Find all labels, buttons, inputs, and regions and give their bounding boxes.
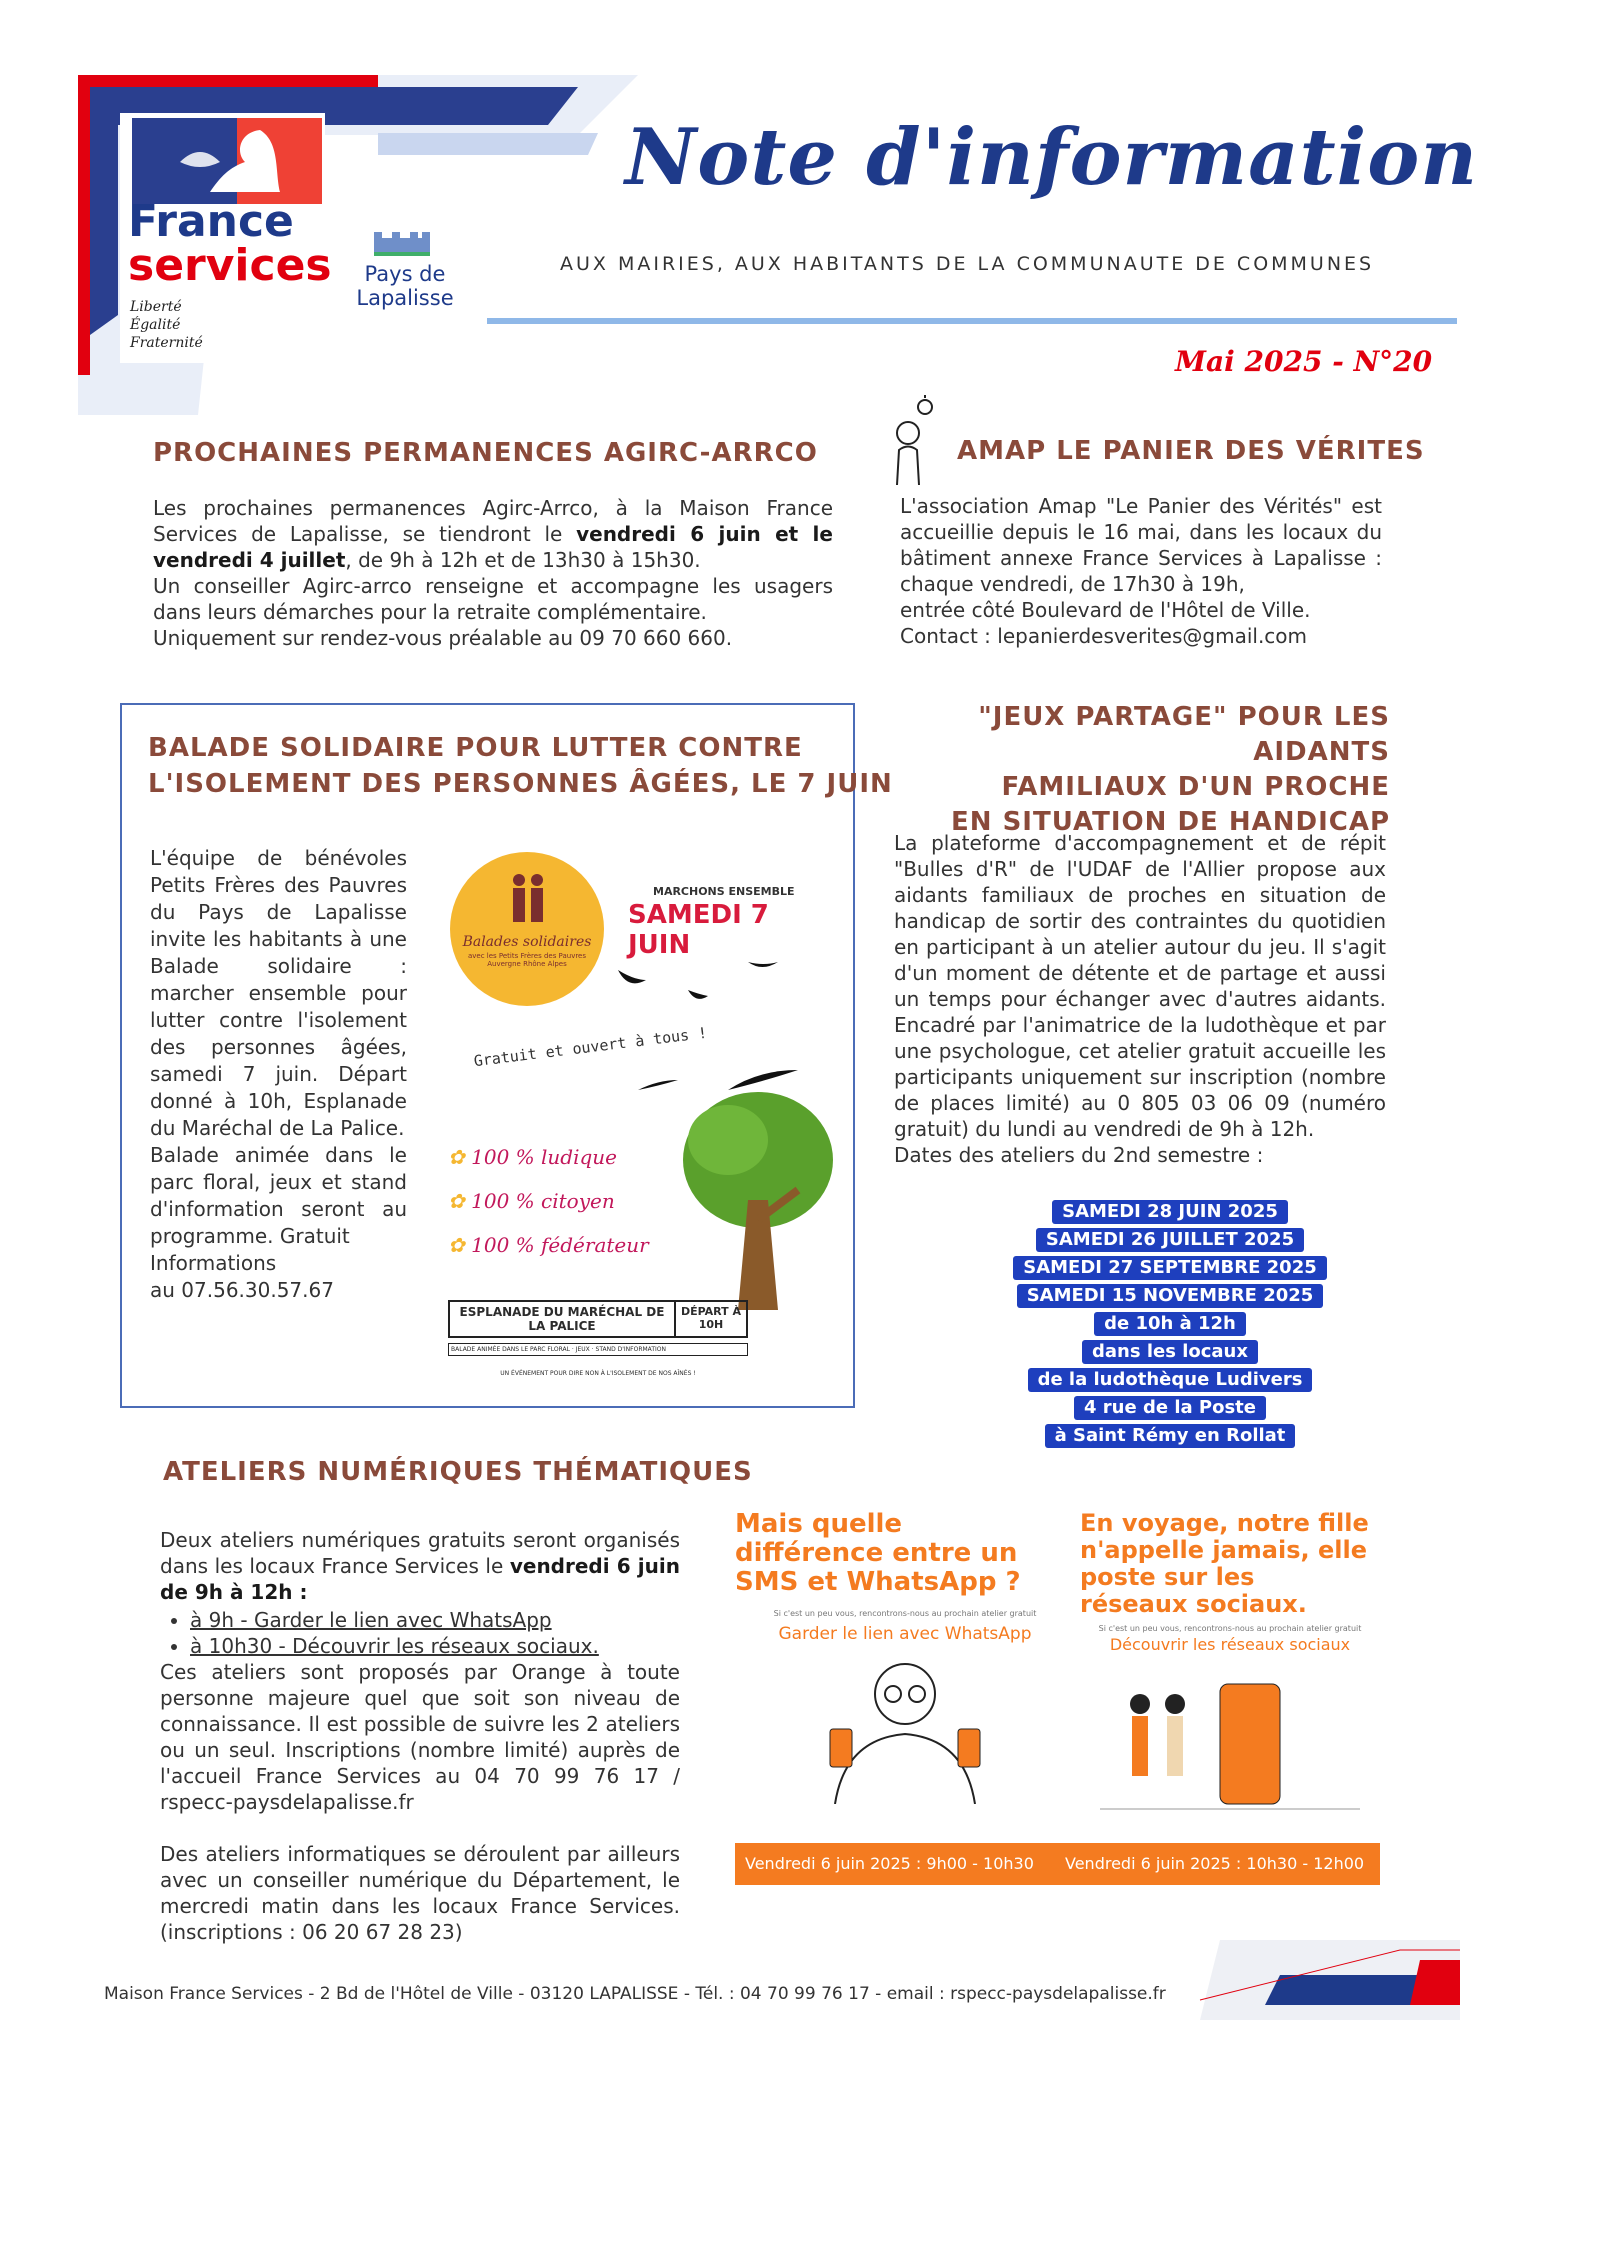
- date-chip: SAMEDI 27 SEPTEMBRE 2025: [1013, 1256, 1327, 1280]
- travel-people-icon: [1080, 1674, 1380, 1824]
- date-chip: SAMEDI 26 JUILLET 2025: [1036, 1228, 1304, 1252]
- promo-date-left: Vendredi 6 juin 2025 : 9h00 - 10h30: [745, 1854, 1034, 1873]
- poster-event: UN ÉVÉNEMENT POUR DIRE NON À L'ISOLEMENT DE NOS AÎNÉS !: [500, 1370, 696, 1377]
- date-chip: SAMEDI 28 JUIN 2025: [1052, 1200, 1288, 1224]
- agirc-body: Les prochaines permanences Agirc-Arrco, à la Maison France Services de Lapalisse, se tiendront le vendredi 6 juin et le vendredi 4 juillet, de 9h à 12h et de 13h30 à 15h30. Un conseiller Agirc-arrco renseigne et accompagne les usagers dans leurs démarches pour la retraite complémentaire. Uniquement sur rendez-vous préalable au 09 70 660 660.: [153, 496, 833, 650]
- jeux-heading: "JEUX PARTAGE" POUR LES AIDANTS FAMILIAUX D'UN PROCHE EN SITUATION DE HANDICAP: [951, 702, 1390, 837]
- poster-badge: Balades solidaires avec les Petits Frères des Pauvres Auvergne Rhône Alpes: [450, 852, 604, 1006]
- promo-social: En voyage, notre fille n'appelle jamais, elle poste sur les réseaux sociaux. Si c'est un peu vous, rencontrons-nous au prochain atelier gratuit Découvrir les réseaux sociaux: [1080, 1510, 1380, 1890]
- ateliers-item: • à 10h30 - Découvrir les réseaux sociaux.: [190, 1633, 680, 1659]
- agirc-heading: PROCHAINES PERMANENCES AGIRC-ARRCO: [153, 438, 818, 468]
- poster-kicker: MARCHONS ENSEMBLE: [653, 885, 795, 898]
- ateliers-item: • à 9h - Garder le lien avec WhatsApp: [190, 1607, 680, 1633]
- time-chip: de 10h à 12h: [1094, 1312, 1246, 1336]
- place-chip: 4 rue de la Poste: [1074, 1396, 1266, 1420]
- amap-heading: AMAP LE PANIER DES VÉRITES: [957, 436, 1425, 466]
- place-chip: de la ludothèque Ludivers: [1028, 1368, 1313, 1392]
- promo-whatsapp: Mais quelle différence entre un SMS et WhatsApp ? Si c'est un peu vous, rencontrons-nous au prochain atelier gratuit Garder le lien avec WhatsApp: [735, 1510, 1075, 1890]
- date-chip: SAMEDI 15 NOVEMBRE 2025: [1017, 1284, 1324, 1308]
- flower-icon: ✿: [448, 1233, 465, 1257]
- ateliers-heading: ATELIERS NUMÉRIQUES THÉMATIQUES: [163, 1457, 753, 1487]
- jeux-dates: [1010, 1200, 1330, 1452]
- amap-body: L'association Amap "Le Panier des Vérités" est accueillie depuis le 16 mai, dans les locaux du bâtiment annexe France Services à Lapalisse : chaque vendredi, de 17h30 à 19h, entrée côté Boulevard de l'Hôtel de Ville. Contact : lepanierdesverites@gmail.com: [900, 494, 1382, 648]
- poster-bullets: ✿ 100 % ludique ✿ 100 % citoyen ✿ 100 % fédérateur: [448, 1145, 649, 1257]
- elderly-couple-icon: [497, 870, 557, 930]
- place-chip: à Saint Rémy en Rollat: [1045, 1424, 1296, 1448]
- ateliers-body: Deux ateliers numériques gratuits seront organisés dans les locaux France Services le vendredi 6 juin de 9h à 12h : • à 9h - Garder le lien avec WhatsApp • à 10h30 - Découvrir les réseaux sociaux. Ces ateliers sont proposés par Orange à toute personne majeure quel que soit son niveau de connaissance. Il est possible de suivre les 2 ateliers ou un seul. Inscriptions (nombre limité) auprès de l'accueil France Services au 04 70 99 76 17 / rspecc-paysdelapalisse.fr Des ateliers informatiques se déroulent par ailleurs avec un conseiller numérique du Département, le mercredi matin dans les locaux France Services. (inscriptions : 06 20 67 28 23): [160, 1527, 680, 1945]
- flower-icon: ✿: [448, 1189, 465, 1213]
- poster-date: SAMEDI 7 JUIN: [628, 900, 769, 960]
- marianne-icon: [150, 122, 300, 202]
- pays-de-lapalisse-logo: Pays de Lapalisse: [356, 262, 454, 310]
- jeux-body: La plateforme d'accompagnement et de répit "Bulles d'R" de l'UDAF de l'Allier propose aux aidants familiaux de proches en situation de handicap de sortir des contraintes du quotidien en participant à un atelier autour du jeu. Il s'agit d'un moment de détente et de partage et aussi un temps pour échanger avec d'autres aidants. Encadré par l'animatrice de la ludothèque et par une psychologue, cet atelier gratuit accueille les participants uniquement sur inscription (nombre de places limité) au 0 805 03 06 09 (numéro gratuit) du lundi au vendredi de 9h à 12h. Dates des ateliers du 2nd semestre :: [894, 831, 1386, 1167]
- person-phones-icon: [735, 1654, 1075, 1804]
- poster-footline: BALADE ANIMÉE DANS LE PARC FLORAL · JEUX · STAND D'INFORMATION: [448, 1343, 748, 1356]
- page-subtitle: AUX MAIRIES, AUX HABITANTS DE LA COMMUNAUTE DE COMMUNES: [560, 253, 1375, 275]
- balade-body: L'équipe de bénévoles Petits Frères des Pauvres du Pays de Lapalisse invite les habitants à une Balade solidaire : marcher ensemble pour lutter contre l'isolement des personnes âgées, samedi 7 juin. Départ donné à 10h, Esplanade du Maréchal de La Palice. Balade animée dans le parc floral, jeux et stand d'information seront au programme. Gratuit Informations au 07.56.30.57.67: [150, 846, 407, 1302]
- footer-contact: Maison France Services - 2 Bd de l'Hôtel de Ville - 03120 LAPALISSE - Tél. : 04 70 99 76 17 - email : rspecc-paysdelapalisse.fr: [104, 1984, 1166, 2004]
- flower-icon: ✿: [448, 1145, 465, 1169]
- republic-motto: Liberté Égalité Fraternité: [130, 299, 203, 351]
- poster-free: Gratuit et ouvert à tous !: [472, 1023, 709, 1071]
- castle-icon: [372, 228, 432, 258]
- brand-services: services: [128, 240, 332, 291]
- promo-dates-bar: [735, 1843, 1380, 1885]
- page-title: Note d'information: [625, 112, 1479, 203]
- poster-place-box: ESPLANADE DU MARÉCHAL DE LA PALICE DÉPART À 10H: [448, 1300, 748, 1338]
- thinking-person-icon: [893, 395, 943, 490]
- promo-date-right: Vendredi 6 juin 2025 : 10h30 - 12h00: [1065, 1854, 1365, 1873]
- place-chip: dans les locaux: [1082, 1340, 1258, 1364]
- header-divider: [487, 318, 1457, 324]
- issue-number: Mai 2025 - N°20: [1175, 345, 1433, 378]
- brand-france: France: [128, 196, 294, 247]
- tree-icon: [678, 1080, 838, 1310]
- footer-flag-decoration: [1100, 1930, 1460, 2030]
- balade-heading: BALADE SOLIDAIRE POUR LUTTER CONTRE L'ISOLEMENT DES PERSONNES ÂGÉES, LE 7 JUIN: [148, 733, 893, 799]
- balade-poster: [438, 840, 838, 1400]
